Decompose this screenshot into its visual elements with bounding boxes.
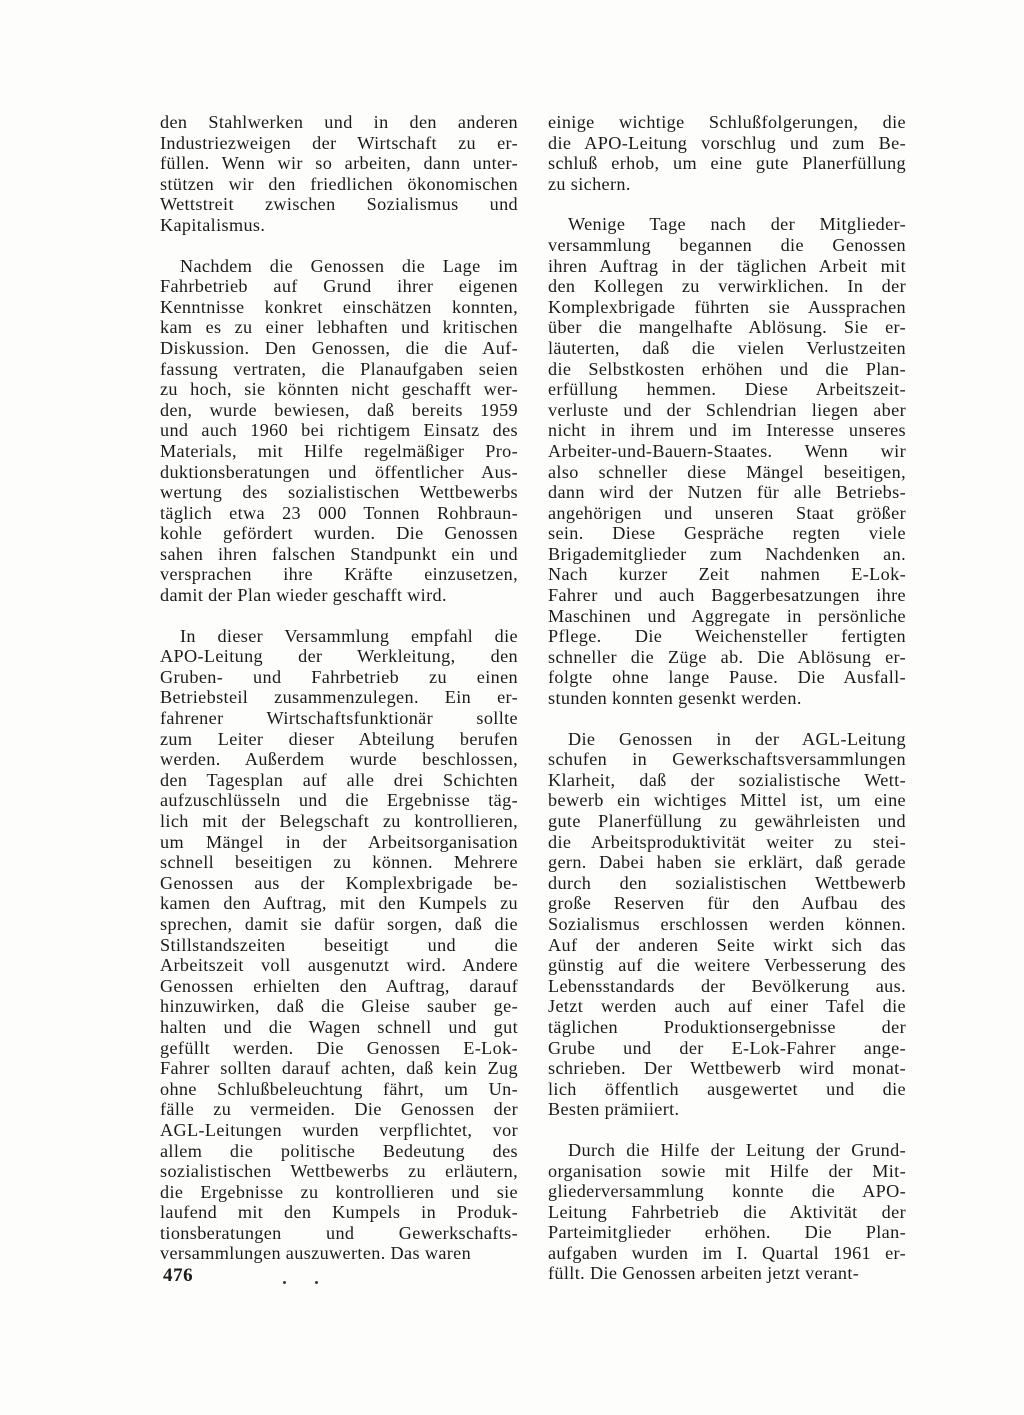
text-line: die Arbeitsproduktivität weiter zu stei- bbox=[548, 831, 906, 852]
text-line: füllen. Wenn wir so arbeiten, dann unter- bbox=[160, 153, 518, 174]
paragraph bbox=[548, 1140, 906, 1284]
text-line: die Selbstkosten erhöhen und die Plan- bbox=[548, 358, 906, 379]
text-line: Leitung Fahrbetrieb die Aktivität der bbox=[548, 1201, 906, 1222]
text-line: In dieser Versammlung empfahl die bbox=[180, 625, 518, 646]
paragraph bbox=[160, 112, 518, 236]
left-text-column bbox=[160, 112, 518, 1284]
paragraph bbox=[548, 112, 906, 194]
text-line: tionsberatungen und Gewerkschafts- bbox=[160, 1222, 518, 1243]
text-line: schufen in Gewerkschaftsversammlungen bbox=[548, 749, 906, 770]
text-line: Parteimitglieder erhöhen. Die Plan- bbox=[548, 1222, 906, 1243]
text-line: hinzuwirken, daß die Gleise sauber ge- bbox=[160, 996, 518, 1017]
text-line: duktionsberatungen und öffentlicher Aus- bbox=[160, 461, 518, 482]
text-line: erfüllung hemmen. Diese Arbeitszeit- bbox=[548, 379, 906, 400]
text-line: lich mit der Belegschaft zu kontrollieren, bbox=[160, 811, 518, 831]
text-line: Fahrbetrieb auf Grund ihrer eigenen bbox=[160, 276, 518, 297]
text-line: stunden konnten gesenkt werden. bbox=[548, 688, 802, 709]
text-line: zum Leiter dieser Abteilung berufen bbox=[160, 728, 518, 749]
text-line: kamen den Auftrag, mit den Kumpels zu bbox=[160, 893, 518, 914]
text-line: Sozialismus erschlossen werden können. bbox=[548, 913, 906, 934]
text-line: also schneller diese Mängel beseitigen, bbox=[548, 461, 906, 482]
paragraph bbox=[548, 214, 906, 708]
text-line: fassung vertraten, die Planaufgaben seien bbox=[160, 358, 518, 379]
text-line: verluste und der Schlendrian liegen aber bbox=[548, 399, 906, 420]
text-line: Betriebsteil zusammenzulegen. Ein er- bbox=[160, 687, 518, 708]
text-line: gefüllt werden. Die Genossen E-Lok- bbox=[160, 1037, 518, 1058]
text-line: angehörigen und unseren Staat größer bbox=[548, 502, 906, 523]
text-line: den Tagesplan auf alle drei Schichten bbox=[160, 769, 518, 790]
text-line: bewerb ein wichtiges Mittel ist, um eine bbox=[548, 790, 906, 811]
text-line: täglich etwa 23 000 Tonnen Rohbraun- bbox=[160, 502, 518, 523]
text-line: stützen wir den friedlichen ökonomischen bbox=[160, 173, 518, 194]
text-line: und auch 1960 bei richtigem Einsatz des bbox=[160, 420, 518, 441]
paragraph bbox=[160, 626, 518, 1264]
text-line: gute Planerfüllung zu gewährleisten und bbox=[548, 811, 906, 831]
text-line: die Ergebnisse zu kontrollieren und sie bbox=[160, 1181, 518, 1202]
text-line: versammlung begannen die Genossen bbox=[548, 234, 906, 255]
text-line: den Kollegen zu verwirklichen. In der bbox=[548, 276, 906, 297]
text-line: schrieben. Der Wettbewerb wird monat- bbox=[548, 1058, 906, 1079]
text-line: organisation sowie mit Hilfe der Mit- bbox=[548, 1160, 906, 1181]
text-line: sozialistischen Wettbewerbs zu erläutern, bbox=[160, 1161, 518, 1182]
text-line: um Mängel in der Arbeitsorganisation bbox=[160, 831, 518, 852]
text-line: schnell beseitigen zu können. Mehrere bbox=[160, 852, 518, 873]
page-number: 476 bbox=[163, 1265, 194, 1286]
text-line: günstig auf die weitere Verbesserung des bbox=[548, 955, 906, 976]
text-line: gern. Dabei haben sie erklärt, daß gerade bbox=[548, 852, 906, 873]
text-line: Kapitalismus. bbox=[160, 214, 266, 235]
text-line: über die mangelhafte Ablösung. Sie er- bbox=[548, 317, 906, 338]
text-line: Durch die Hilfe der Leitung der Grund- bbox=[568, 1139, 906, 1160]
text-line: den Stahlwerken und in den anderen bbox=[160, 112, 518, 132]
print-speck bbox=[315, 1281, 318, 1284]
text-line: ihren Auftrag in der täglichen Arbeit mit bbox=[548, 255, 906, 276]
text-line: kam es zu einer lebhaften und kritischen bbox=[160, 317, 518, 338]
text-line: zu hoch, sie könnten nicht geschafft wer- bbox=[160, 379, 518, 400]
text-line: füllt. Die Genossen arbeiten jetzt verant- bbox=[548, 1263, 860, 1284]
text-line: versprachen ihre Kräfte einzusetzen, bbox=[160, 564, 518, 585]
text-line: sein. Diese Gespräche regten viele bbox=[548, 523, 906, 544]
text-line: sprechen, damit sie dafür sorgen, daß die bbox=[160, 913, 518, 934]
text-line: fälle zu vermeiden. Die Genossen der bbox=[160, 1099, 518, 1120]
text-line: halten und die Wagen schnell und gut bbox=[160, 1016, 518, 1037]
text-line: Diskussion. Den Genossen, die die Auf- bbox=[160, 337, 518, 358]
text-line: Industriezweigen der Wirtschaft zu er- bbox=[160, 132, 518, 153]
text-line: Maschinen und Aggregate in persönliche bbox=[548, 605, 906, 626]
text-line: Die Genossen in der AGL-Leitung bbox=[568, 728, 906, 749]
text-line: Fahrer sollten darauf achten, daß kein Zug bbox=[160, 1058, 518, 1079]
text-line: wertung des sozialistischen Wettbewerbs bbox=[160, 482, 518, 503]
text-line: die APO-Leitung vorschlug und zum Be- bbox=[548, 132, 906, 153]
text-line: allem die politische Bedeutung des bbox=[160, 1140, 518, 1161]
text-line: sahen ihren falschen Standpunkt ein und bbox=[160, 543, 518, 564]
text-line: Genossen erhielten den Auftrag, darauf bbox=[160, 975, 518, 996]
text-line: Pflege. Die Weichensteller fertigten bbox=[548, 626, 906, 647]
text-line: Arbeiter-und-Bauern-Staates. Wenn wir bbox=[548, 440, 906, 461]
text-line: Kenntnisse konkret einschätzen konnten, bbox=[160, 296, 518, 317]
text-line: Besten prämiiert. bbox=[548, 1099, 680, 1120]
text-line: Wettstreit zwischen Sozialismus und bbox=[160, 194, 518, 215]
text-line: werden. Außerdem wurde beschlossen, bbox=[160, 749, 518, 770]
text-line: Arbeitszeit voll ausgenutzt wird. Andere bbox=[160, 955, 518, 976]
text-line: einige wichtige Schlußfolgerungen, die bbox=[548, 112, 906, 132]
text-line: APO-Leitung der Werkleitung, den bbox=[160, 646, 518, 667]
text-line: gliederversammlung konnte die APO- bbox=[548, 1181, 906, 1202]
text-line: schneller die Züge ab. Die Ablösung er- bbox=[548, 646, 906, 667]
text-line: Fahrer und auch Baggerbesatzungen ihre bbox=[548, 585, 906, 606]
text-line: Lebensstandards der Bevölkerung aus. bbox=[548, 975, 906, 996]
text-line: schluß erhob, um eine gute Planerfüllung bbox=[548, 153, 906, 174]
text-line: Klarheit, daß der sozialistische Wett- bbox=[548, 769, 906, 790]
text-line: aufgaben wurden im I. Quartal 1961 er- bbox=[548, 1242, 906, 1263]
text-line: dann wird der Nutzen für alle Betriebs- bbox=[548, 482, 906, 503]
text-line: Komplexbrigade führten sie Aussprachen bbox=[548, 296, 906, 317]
text-line: damit der Plan wieder geschafft wird. bbox=[160, 585, 447, 606]
text-line: Genossen aus der Komplexbrigade be- bbox=[160, 872, 518, 893]
text-line: Nach kurzer Zeit nahmen E-Lok- bbox=[548, 564, 906, 585]
paragraph bbox=[548, 729, 906, 1120]
right-text-column bbox=[548, 112, 906, 1304]
text-line: zu sichern. bbox=[548, 173, 631, 194]
text-line: Auf der anderen Seite wirkt sich das bbox=[548, 934, 906, 955]
text-line: lich öffentlich ausgewertet und die bbox=[548, 1078, 906, 1099]
text-line: Brigademitglieder zum Nachdenken an. bbox=[548, 543, 906, 564]
text-line: Gruben- und Fahrbetrieb zu einen bbox=[160, 666, 518, 687]
text-line: Grube und der E-Lok-Fahrer ange- bbox=[548, 1037, 906, 1058]
text-line: versammlungen auszuwerten. Das waren bbox=[160, 1243, 472, 1264]
text-line: Materials, mit Hilfe regelmäßiger Pro- bbox=[160, 440, 518, 461]
text-line: Nachdem die Genossen die Lage im bbox=[180, 255, 518, 276]
text-line: läuterten, daß die vielen Verlustzeiten bbox=[548, 337, 906, 358]
print-speck bbox=[283, 1281, 286, 1284]
text-line: ohne Schlußbeleuchtung fährt, um Un- bbox=[160, 1078, 518, 1099]
text-line: AGL-Leitungen wurden verpflichtet, vor bbox=[160, 1119, 518, 1140]
text-line: durch den sozialistischen Wettbewerb bbox=[548, 872, 906, 893]
text-line: Wenige Tage nach der Mitglieder- bbox=[568, 214, 906, 235]
text-line: folgte ohne lange Pause. Die Ausfall- bbox=[548, 667, 906, 688]
paragraph bbox=[160, 256, 518, 606]
text-line: laufend mit den Kumpels in Produk- bbox=[160, 1202, 518, 1223]
text-line: Jetzt werden auch auf einer Tafel die bbox=[548, 996, 906, 1017]
text-line: kohle gefördert wurden. Die Genossen bbox=[160, 523, 518, 544]
text-line: nicht in ihrem und im Interesse unseres bbox=[548, 420, 906, 441]
text-line: aufzuschlüsseln und die Ergebnisse täg- bbox=[160, 790, 518, 811]
text-line: den, wurde bewiesen, daß bereits 1959 bbox=[160, 399, 518, 420]
text-line: fahrener Wirtschaftsfunktionär sollte bbox=[160, 708, 518, 729]
text-line: Stillstandszeiten beseitigt und die bbox=[160, 934, 518, 955]
text-line: täglichen Produktionsergebnisse der bbox=[548, 1016, 906, 1037]
text-line: große Reserven für den Aufbau des bbox=[548, 893, 906, 914]
